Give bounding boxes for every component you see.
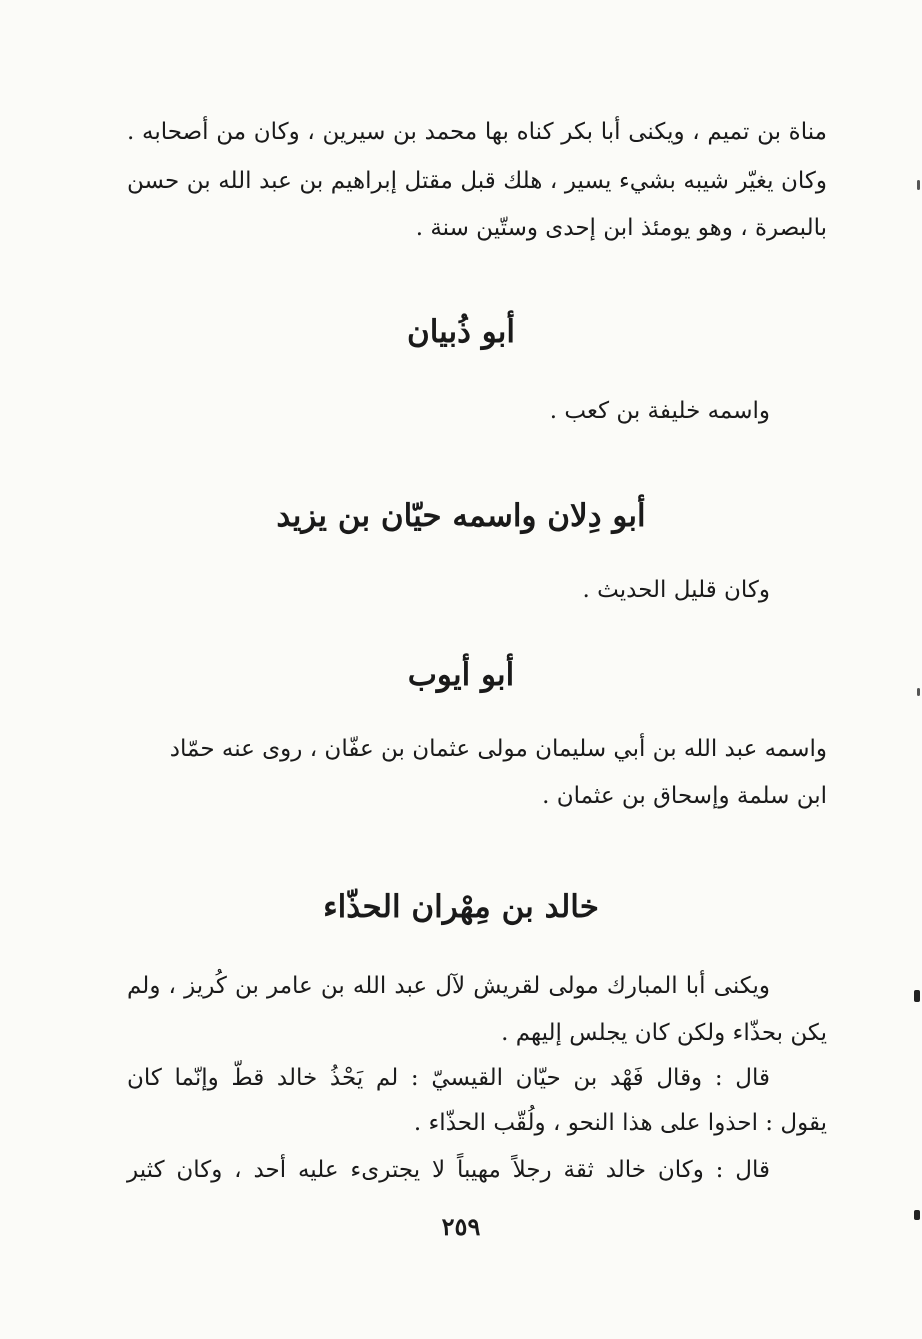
text-line: واسمه عبد الله بن أبي سليمان مولى عثمان بن عفّان ، روى عنه حمّاد bbox=[169, 736, 827, 762]
section-heading: خالد بن مِهْران الحذّاء bbox=[323, 889, 599, 925]
text-line: مناة بن تميم ، ويكنى أبا بكر كناه بها محمد بن سيرين ، وكان من أصحابه . bbox=[127, 119, 827, 145]
section-heading: أبو ذُبيان bbox=[406, 314, 516, 350]
text-line: وكان قليل الحديث . bbox=[582, 577, 770, 603]
text-line: يقول : احذوا على هذا النحو ، ولُقّب الحذّاء . bbox=[413, 1110, 827, 1136]
text-line: بالبصرة ، وهو يومئذ ابن إحدى وستّين سنة . bbox=[415, 215, 827, 241]
text-line: ابن سلمة وإسحاق بن عثمان . bbox=[542, 783, 827, 809]
scan-mark bbox=[917, 180, 920, 190]
page-number: ٢٥٩ bbox=[441, 1212, 481, 1241]
scan-mark bbox=[914, 1210, 920, 1220]
text-line: وكان يغيّر شيبه بشيء يسير ، هلك قبل مقتل إبراهيم بن عبد الله بن حسن bbox=[127, 168, 827, 194]
text-line: ويكنى أبا المبارك مولى لقريش لآل عبد الله بن عامر بن كُريز ، ولم bbox=[127, 973, 770, 999]
text-line: قال : وكان خالد ثقة رجلاً مهيباً لا يجترىء عليه أحد ، وكان كثير bbox=[127, 1157, 770, 1183]
scan-mark bbox=[914, 990, 920, 1002]
text-line: قال : وقال فَهْد بن حيّان القيسيّ : لم يَحْذُ خالد قطّ وإنّما كان bbox=[127, 1065, 770, 1091]
section-heading: أبو أيوب bbox=[407, 657, 515, 693]
text-line: يكن بحذّاء ولكن كان يجلس إليهم . bbox=[501, 1020, 827, 1046]
text-line: واسمه خليفة بن كعب . bbox=[549, 398, 770, 424]
section-heading: أبو دِلان واسمه حيّان بن يزيد bbox=[276, 498, 646, 534]
scan-mark bbox=[917, 688, 920, 696]
